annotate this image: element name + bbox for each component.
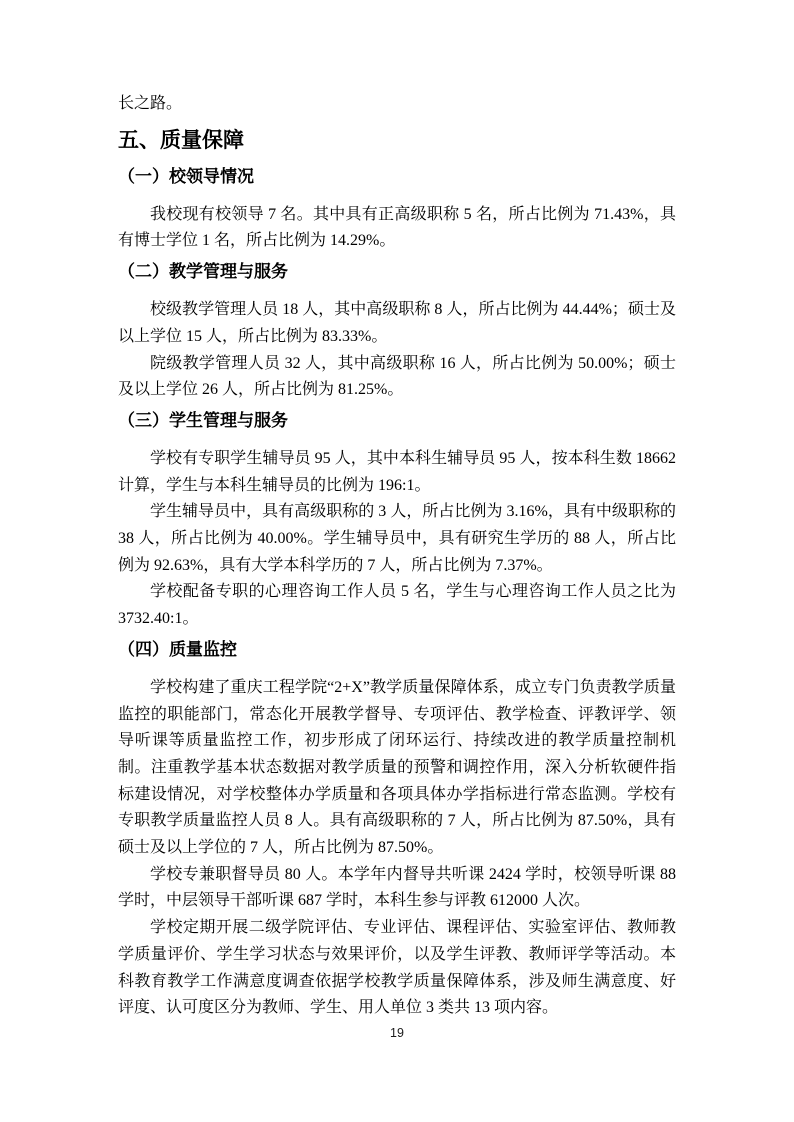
section-student-management [118,408,676,633]
document-body [118,91,676,1022]
body-paragraph: 学校专兼职督导员 80 人。本学年内督导共听课 2424 学时，校领导听课 88 学时，中层领导干部听课 687 学时，本科生参与评教 612000 人次。 [118,865,676,910]
intro-continuation-paragraph: 长之路。 [118,95,183,112]
section-quality-monitoring [118,637,676,1022]
section-heading-1: （一）校领导情况 [118,166,254,186]
section-heading-4: （四）质量监控 [118,639,237,659]
section-heading-2: （二）教学管理与服务 [118,262,288,282]
body-paragraph: 学生辅导员中，具有高级职称的 3 人，所占比例为 3.16%，具有中级职称的 38 人，所占比例为 40.00%。学生辅导员中，具有研究生学历的 88 人，所占比例为 92.63%，具有大学本科学历的 7 人，所占比例为 7.37%。 [118,503,676,574]
section-heading-3: （三）学生管理与服务 [118,410,288,430]
body-paragraph: 学校有专职学生辅导员 95 人，其中本科生辅导员 95 人，按本科生数 18662 计算，学生与本科生辅导员的比例为 196:1。 [118,449,676,494]
body-paragraph: 我校现有校领导 7 名。其中具有正高级职称 5 名，所占比例为 71.43%，具有博士学位 1 名，所占比例为 14.29%。 [118,205,676,250]
body-paragraph: 学校构建了重庆工程学院“2+X”教学质量保障体系，成立专门负责教学质量监控的职能部门，常态化开展教学督导、专项评估、教学检查、评教评学、领导听课等质量监控工作，初步形成了闭环运行、持续改进的教学质量控制机制。注重教学基本状态数据对教学质量的预警和调控作用，深入分析软硬件指标建设情况，对学校整体办学质量和各项具体办学指标进行常态监测。学校有专职教学质量监控人员 8 人。具有高级职称的 7 人，所占比例为 87.50%，具有硕士及以上学位的 7 人，所占比例为 87.50%。 [118,678,676,857]
body-paragraph: 院级教学管理人员 32 人，其中高级职称 16 人，所占比例为 50.00%；硕士及以上学位 26 人，所占比例为 81.25%。 [118,354,676,399]
page-number: 19 [390,1026,404,1040]
body-paragraph: 学校定期开展二级学院评估、专业评估、课程评估、实验室评估、教师教学质量评价、学生学习状态与效果评价，以及学生评教、教师评学等活动。本科教育教学工作满意度调查依据学校教学质量保障体系，涉及师生满意度、好评度、认可度区分为教师、学生、用人单位 3 类共 13 项内容。 [118,919,676,1017]
chapter-heading: 五、质量保障 [118,128,244,152]
section-teaching-management [118,259,676,404]
body-paragraph: 学校配备专职的心理咨询工作人员 5 名，学生与心理咨询工作人员之比为 3732.40:1。 [118,583,676,628]
body-paragraph: 校级教学管理人员 18 人，其中高级职称 8 人，所占比例为 44.44%；硕士及以上学位 15 人，所占比例为 83.33%。 [118,301,676,345]
section-school-leadership [118,164,676,255]
